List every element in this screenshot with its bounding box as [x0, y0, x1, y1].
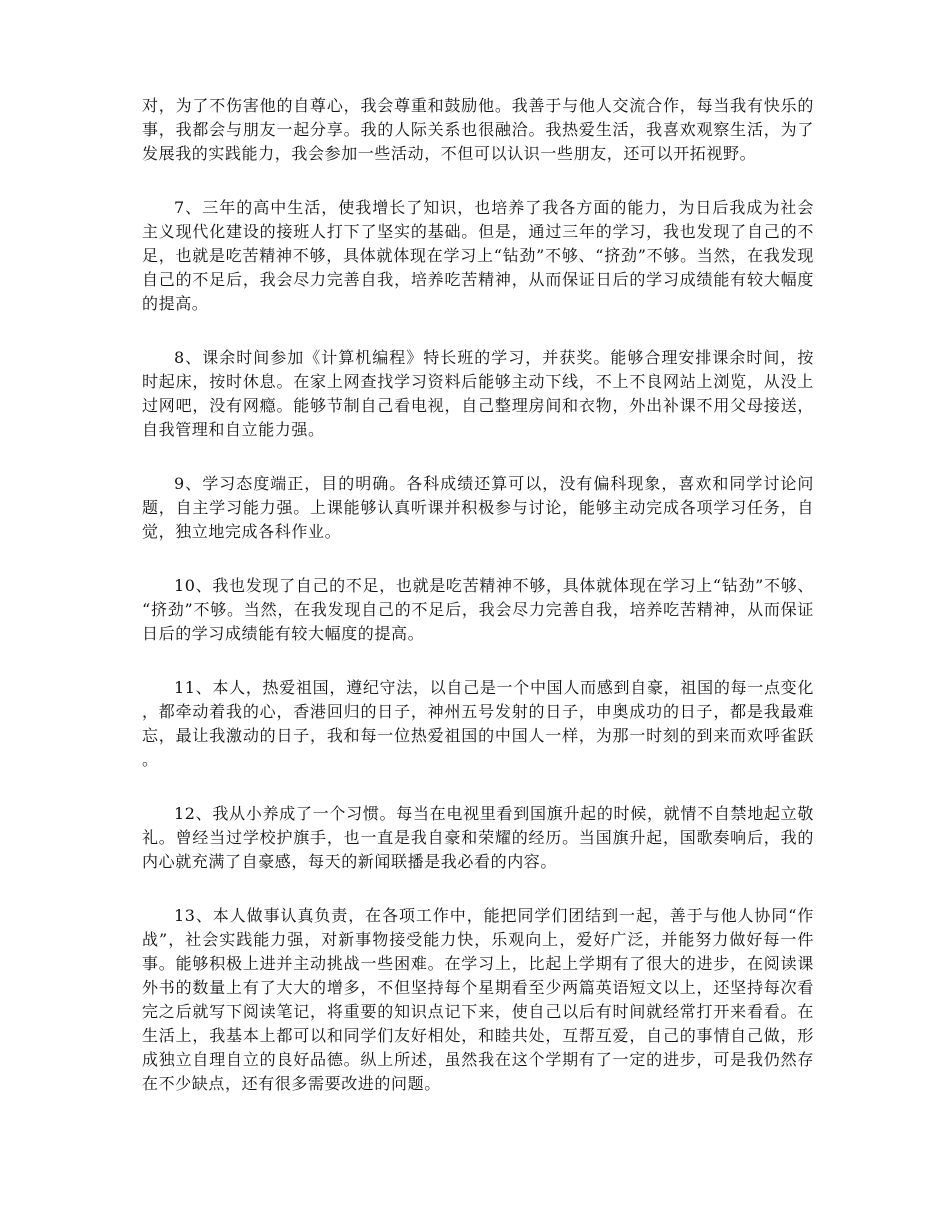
paragraph-item-12: 12、我从小养成了一个习惯。每当在电视里看到国旗升起的时候，就情不自禁地起立敬礼。曾经当过学校护旗手，也一直是我自豪和荣耀的经历。当国旗升起，国歌奏响后，我的内心就充满了自豪感，每天的新闻联播是我必看的内容。 [142, 804, 814, 871]
document-page [142, 94, 814, 1096]
paragraph-item-8: 8、课余时间参加《计算机编程》特长班的学习，并获奖。能够合理安排课余时间，按时起床，按时休息。在家上网查找学习资料后能够主动下线，不上不良网站上浏览，从没上过网吧，没有网瘾。能够节制自己看电视，自己整理房间和衣物，外出补课不用父母接送，自我管理和自立能力强。 [142, 348, 814, 439]
paragraph-item-7: 7、三年的高中生活，使我增长了知识，也培养了我各方面的能力，为日后我成为社会主义现代化建设的接班人打下了坚实的基础。但是，通过三年的学习，我也发现了自己的不足，也就是吃苦精神不够，具体就体现在学习上“钻劲”不够、“挤劲”不够。当然，在我发现自己的不足后，我会尽力完善自我，培养吃苦精神，从而保证日后的学习成绩能有较大幅度的提高。 [142, 198, 814, 313]
paragraph-spacer [142, 544, 814, 574]
paragraph-spacer [142, 166, 814, 196]
paragraph-spacer [142, 874, 814, 904]
paragraph-item-9: 9、学习态度端正，目的明确。各科成绩还算可以，没有偏科现象，喜欢和同学讨论问题，自主学习能力强。上课能够认真听课并积极参与讨论，能够主动完成各项学习任务，自觉，独立地完成各科作业。 [142, 474, 814, 541]
paragraph-item-11: 11、本人，热爱祖国，遵纪守法，以自己是一个中国人而感到自豪，祖国的每一点变化，都牵动着我的心，香港回归的日子，神州五号发射的日子，申奥成功的日子，都是我最难忘，最让我激动的日子，我和每一位热爱祖国的中国人一样，为那一时刻的到来而欢呼雀跃。 [142, 678, 814, 769]
paragraph-spacer [142, 316, 814, 346]
paragraph-intro: 对，为了不伤害他的自尊心，我会尊重和鼓励他。我善于与他人交流合作，每当我有快乐的事，我都会与朋友一起分享。我的人际关系也很融洽。我热爱生活，我喜欢观察生活，为了发展我的实践能力，我会参加一些活动，不但可以认识一些朋友，还可以开拓视野。 [142, 96, 814, 163]
paragraph-item-10: 10、我也发现了自己的不足，也就是吃苦精神不够，具体就体现在学习上“钻劲”不够、 “挤劲”不够。当然，在我发现自己的不足后，我会尽力完善自我，培养吃苦精神，从而保证日后的学习成绩能有较大幅度的提高。 [142, 576, 814, 643]
paragraph-item-13: 13、本人做事认真负责，在各项工作中，能把同学们团结到一起，善于与他人协同“作战”，社会实践能力强，对新事物接受能力快，乐观向上，爱好广泛，并能努力做好每一件事。能够积极上进并主动挑战一些困难。在学习上，比起上学期有了很大的进步，在阅读课外书的数量上有了大大的增多，不但坚持每个星期看至少两篇英语短文以上，还坚持每次看完之后就写下阅读笔记，将重要的知识点记下来，使自己以后有时间就经常打开来看看。在生活上，我基本上都可以和同学们友好相处，和睦共处，互帮互爱，自己的事情自己做，形成独立自理自立的良好品德。纵上所述，虽然我在这个学期有了一定的进步，可是我仍然存在不少缺点，还有很多需要改进的问题。 [142, 906, 814, 1093]
paragraph-spacer [142, 442, 814, 472]
paragraph-spacer [142, 646, 814, 676]
paragraph-spacer [142, 772, 814, 802]
